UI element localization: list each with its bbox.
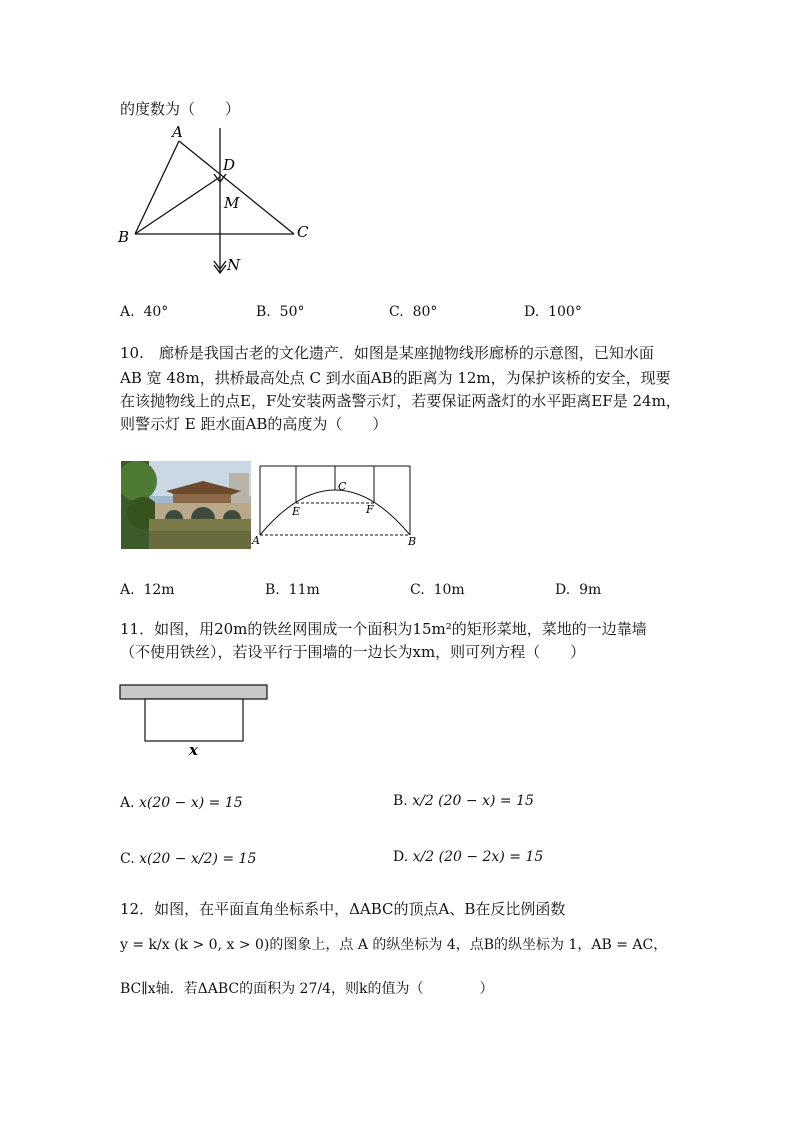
label-d: D [223, 156, 236, 174]
garden-wall-diagram [118, 683, 270, 759]
q10-line-1: 10. 廊桥是我国古老的文化遗产．如图是某座抛物线形廊桥的示意图，已知水面 [120, 344, 654, 362]
label-m: M [224, 194, 240, 212]
segment-ac [179, 141, 294, 234]
q11-line-2: （不使用铁丝），若设平行于围墙的一边长为xm，则可列方程（ ） [120, 643, 586, 661]
label-e: E [292, 505, 301, 518]
q10-option-c: C. 10m [410, 582, 465, 598]
q9-intro: 的度数为（ ） [120, 100, 241, 118]
q11-line-1: 11．如图，用20m的铁丝网围成一个面积为15m²的矩形菜地，菜地的一边靠墙 [120, 620, 647, 638]
q9-option-b: B. 50° [256, 304, 305, 320]
segment-ab [135, 141, 179, 234]
label-b: B [118, 228, 130, 246]
q12-line-1: 12．如图，在平面直角坐标系中，ΔABC的顶点A、B在反比例函数 [120, 900, 566, 918]
q11-option-a: A. x(20 − x) = 15 [120, 795, 243, 811]
label-c: C [297, 223, 309, 241]
q10-option-a: A. 12m [120, 582, 175, 598]
q10-option-d: D. 9m [555, 582, 602, 598]
label-a: A [252, 534, 260, 547]
label-f: F [366, 503, 374, 516]
q10-line-3: 在该抛物线上的点E，F处安装两盏警示灯，若要保证两盏灯的水平距离EF是 24m， [120, 392, 681, 410]
label-c: C [338, 480, 347, 493]
q10-line-4: 则警示灯 E 距水面AB的高度为（ ） [120, 415, 388, 433]
q9-option-d: D. 100° [524, 304, 582, 320]
q9-option-c: C. 80° [389, 304, 438, 320]
q10-line-2: AB 宽 48m，拱桥最高处点 C 到水面AB的距离为 12m，为保护该桥的安全，现要 [120, 369, 671, 387]
q11-option-d: D. x/2 (20 − 2x) = 15 [393, 849, 544, 865]
q12-line-3: BC∥x轴．若ΔABC的面积为 27/4，则k的值为（ ） [120, 981, 494, 997]
bridge-photo [121, 461, 251, 549]
q12-line-2: y = k/x (k > 0, x > 0)的图象上，点 A 的纵坐标为 4，点B的纵坐标为 1，AB = AC， [120, 937, 668, 953]
segment-bd [135, 177, 220, 234]
q9-option-a: A. 40° [120, 304, 169, 320]
wall [120, 685, 267, 699]
q11-option-b: B. x/2 (20 − x) = 15 [393, 793, 534, 809]
label-n: N [227, 256, 241, 274]
q9-triangle-diagram [110, 120, 330, 280]
label-a: A [172, 123, 183, 141]
q10-option-b: B. 11m [265, 582, 320, 598]
parabola-arch [260, 490, 410, 535]
parabola-bridge-diagram [250, 462, 420, 554]
label-b: B [408, 535, 417, 548]
garden-rectangle [145, 699, 243, 741]
q11-option-c: C. x(20 − x/2) = 15 [120, 851, 257, 867]
label-x: x [189, 741, 198, 759]
